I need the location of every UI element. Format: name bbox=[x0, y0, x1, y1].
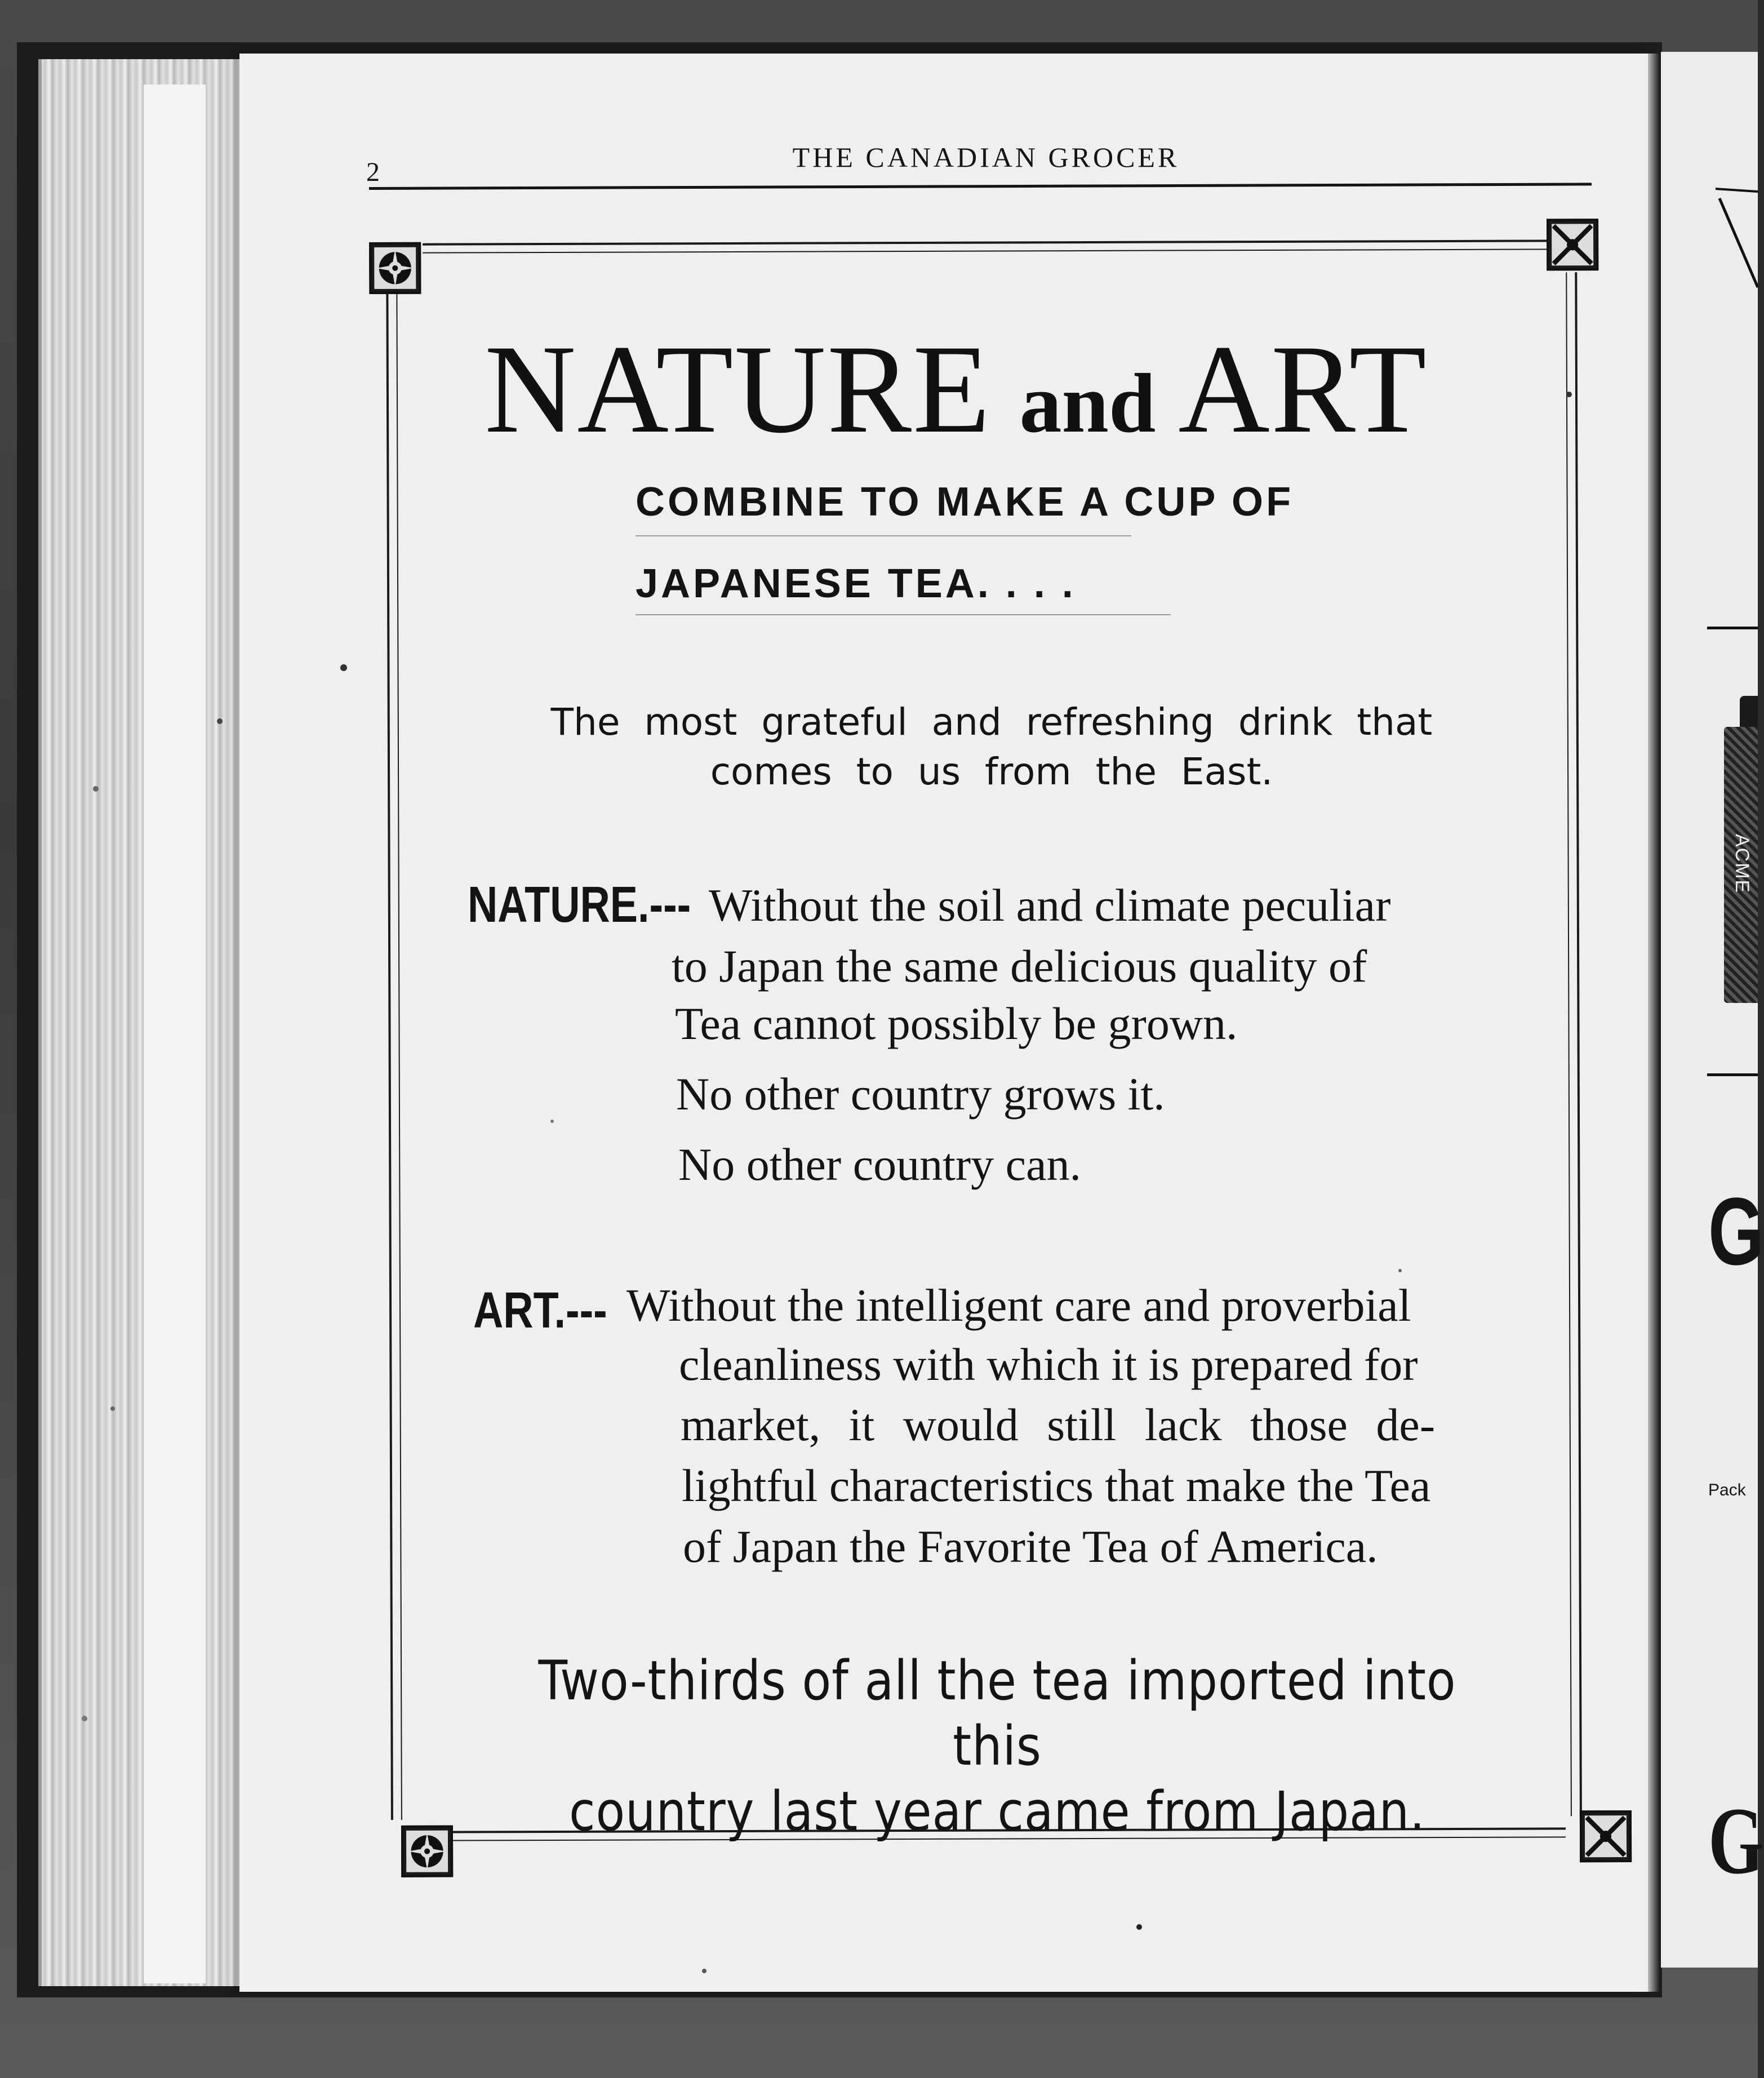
subhead-line-2: JAPANESE TEA. . . . bbox=[636, 561, 1076, 606]
art-line-3: market, it would still lack those de- bbox=[681, 1399, 1436, 1450]
nature-line-4: No other country grows it. bbox=[676, 1068, 1165, 1120]
art-line-1: Without the intelligent care and proverbial bbox=[626, 1280, 1411, 1331]
corner-ornament-top-right bbox=[1547, 219, 1598, 270]
nature-line-5: No other country can. bbox=[678, 1139, 1081, 1190]
adjacent-page-rule-top bbox=[1707, 627, 1758, 629]
page-edges-highlight bbox=[144, 85, 206, 1983]
headline-word-and: and bbox=[1019, 357, 1156, 450]
adjacent-page-fragment: Pack bbox=[1708, 1481, 1746, 1499]
adjacent-page-triangle-ornament bbox=[1713, 186, 1758, 299]
headline-word-art: ART bbox=[1178, 318, 1428, 459]
intro-line-2: comes to us from the East. bbox=[710, 750, 1273, 793]
border-right-inner bbox=[1566, 272, 1572, 1816]
publication-title: THE CANADIAN GROCER bbox=[792, 141, 1180, 173]
page-gutter bbox=[1648, 54, 1659, 1992]
intro-line-1: The most grateful and refreshing drink that bbox=[550, 700, 1433, 744]
border-left-inner bbox=[396, 276, 402, 1820]
art-section-label: ART.--- bbox=[473, 1282, 607, 1339]
intro-paragraph bbox=[462, 698, 1521, 797]
headline-word-nature: NATURE bbox=[485, 318, 992, 459]
corner-ornament-bottom-right bbox=[1580, 1810, 1632, 1862]
subhead-underline-1 bbox=[636, 535, 1131, 536]
nature-section-label: NATURE.--- bbox=[468, 877, 691, 933]
art-line-5: of Japan the Favorite Tea of America. bbox=[683, 1521, 1378, 1572]
adjacent-page-letter-g: G bbox=[1708, 1178, 1764, 1285]
closing-line-2: country last year came from Japan. bbox=[569, 1780, 1425, 1843]
art-line-4: lightful characteristics that make the Tea bbox=[682, 1460, 1431, 1511]
nature-line-1: Without the soil and climate peculiar bbox=[709, 880, 1391, 931]
closing-line-1: Two-thirds of all the tea imported into this bbox=[538, 1649, 1456, 1778]
nature-line-3: Tea cannot possibly be grown. bbox=[675, 998, 1238, 1049]
closing-statement bbox=[526, 1648, 1468, 1844]
page-number: 2 bbox=[366, 157, 380, 187]
adjacent-page bbox=[1661, 52, 1758, 1968]
border-left-outer bbox=[386, 276, 393, 1820]
subhead-underline-2 bbox=[636, 614, 1171, 615]
corner-ornament-bottom-left bbox=[401, 1826, 453, 1877]
nature-line-2: to Japan the same delicious quality of bbox=[672, 940, 1367, 992]
subhead-line-1: COMBINE TO MAKE A CUP OF bbox=[636, 479, 1294, 525]
ad-headline bbox=[485, 316, 1510, 462]
border-top-outer bbox=[423, 239, 1561, 245]
adjacent-page-tin-label: ACME bbox=[1731, 834, 1753, 894]
border-right-outer bbox=[1575, 272, 1582, 1816]
corner-ornament-top-left bbox=[369, 242, 421, 294]
border-top-inner bbox=[423, 248, 1561, 253]
adjacent-page-letter-g-lower: G bbox=[1708, 1788, 1764, 1894]
adjacent-page-rule-bottom bbox=[1707, 1073, 1758, 1076]
art-line-2: cleanliness with which it is prepared for bbox=[679, 1339, 1418, 1390]
adjacent-page-tin-cap bbox=[1740, 696, 1758, 730]
